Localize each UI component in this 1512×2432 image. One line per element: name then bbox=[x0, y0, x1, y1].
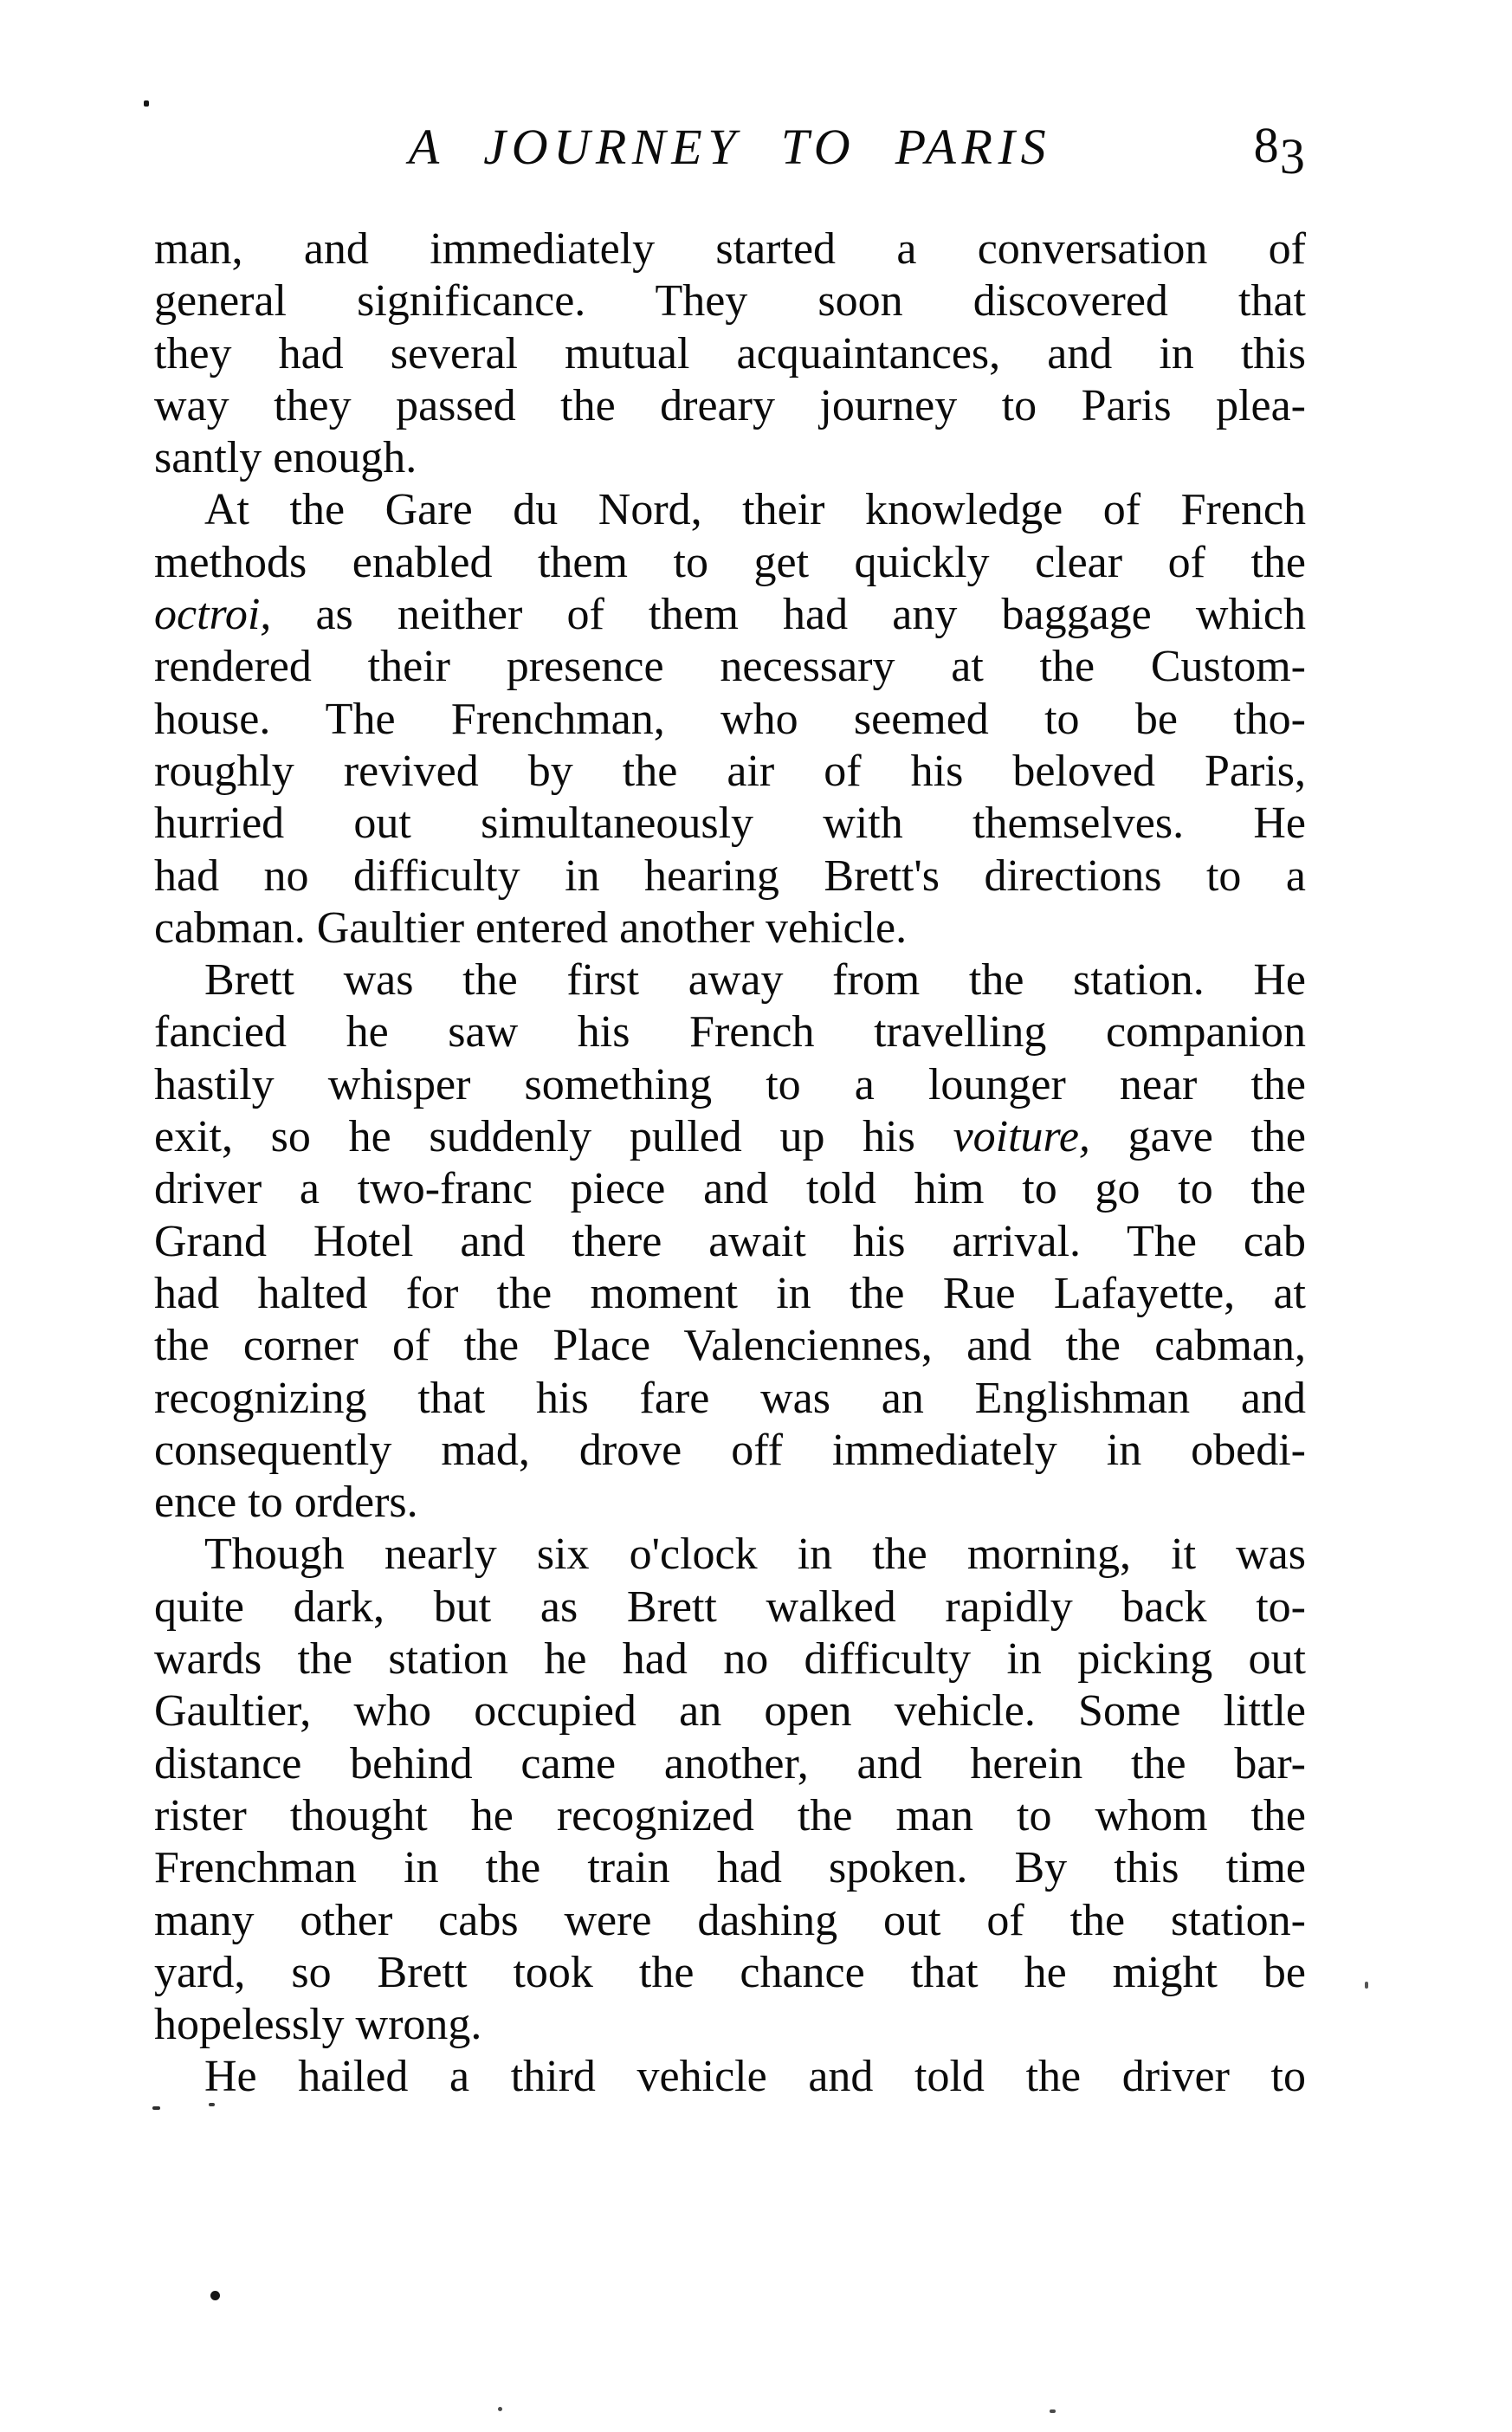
text-line: distance behind came another, and herein the bar- bbox=[154, 1738, 1306, 1788]
paragraph bbox=[154, 223, 1306, 484]
text-line: Gaultier, who occupied an open vehicle. Some little bbox=[154, 1686, 1306, 1737]
italic-word: voiture, bbox=[953, 1112, 1090, 1162]
text-line: consequently mad, drove off immediately in obedi- bbox=[154, 1425, 1306, 1475]
text-line: the corner of the Place Valenciennes, and the cabman, bbox=[154, 1321, 1306, 1371]
scan-artifact bbox=[210, 2291, 220, 2300]
text-line: rendered their presence necessary at the Custom- bbox=[154, 642, 1306, 692]
paragraph bbox=[154, 2051, 1306, 2103]
text-line: santly enough. bbox=[154, 433, 417, 483]
text-line: hopelessly wrong. bbox=[154, 2000, 482, 2050]
text-line: house. The Frenchman, who seemed to be tho- bbox=[154, 694, 1306, 744]
text-line: roughly revived by the air of his beloved Paris, bbox=[154, 746, 1306, 796]
paragraph bbox=[154, 1529, 1306, 2051]
paragraph bbox=[154, 954, 1306, 1529]
paragraph bbox=[154, 484, 1306, 954]
text-line: way they passed the dreary journey to Paris plea- bbox=[154, 380, 1306, 430]
text-line: methods enabled them to get quickly clear of the bbox=[154, 537, 1306, 587]
text-line: ence to orders. bbox=[154, 1478, 418, 1528]
text-line: Grand Hotel and there await his arrival. The cab bbox=[154, 1216, 1306, 1266]
line-segment: exit, so he suddenly pulled up his bbox=[154, 1112, 953, 1162]
text-line: At the Gare du Nord, their knowledge of French bbox=[204, 485, 1306, 535]
scan-artifact bbox=[144, 100, 149, 107]
text-line: yard, so Brett took the chance that he might be bbox=[154, 1947, 1306, 1997]
text-line: cabman. Gaultier entered another vehicle. bbox=[154, 902, 908, 953]
text-line: fancied he saw his French travelling companion bbox=[154, 1007, 1306, 1058]
page-number-digit: 8 bbox=[1253, 117, 1280, 173]
scan-artifact bbox=[498, 2407, 502, 2411]
scan-artifact bbox=[152, 2106, 160, 2110]
text-line: recognizing that his fare was an Englishman and bbox=[154, 1373, 1306, 1423]
line-segment: gave the bbox=[1089, 1112, 1307, 1162]
text-line: general significance. They soon discovered that bbox=[154, 276, 1306, 327]
text-line: wards the station he had no difficulty in picking out bbox=[154, 1634, 1306, 1685]
italic-word: octroi, bbox=[154, 590, 272, 640]
page-number bbox=[1253, 114, 1306, 184]
text-line: hastily whisper something to a lounger near the bbox=[154, 1059, 1306, 1109]
scan-artifact bbox=[1365, 1982, 1368, 1989]
line-segment: as neither of them had any baggage which bbox=[271, 590, 1306, 640]
text-line: hurried out simultaneously with themselves. He bbox=[154, 799, 1306, 849]
page-number-digit: 3 bbox=[1279, 128, 1306, 184]
scan-artifact bbox=[209, 2103, 215, 2106]
text-line: they had several mutual acquaintances, and in this bbox=[154, 328, 1306, 378]
text-line: quite dark, but as Brett walked rapidly back to- bbox=[154, 1581, 1306, 1632]
text-line bbox=[154, 589, 1306, 641]
text-block bbox=[154, 223, 1306, 2104]
text-line: man, and immediately started a conversation of bbox=[154, 224, 1306, 274]
text-line: Though nearly six o'clock in the morning, it was bbox=[204, 1530, 1306, 1580]
text-line: had no difficulty in hearing Brett's directions to a bbox=[154, 851, 1306, 901]
text-line: He hailed a third vehicle and told the driver to bbox=[204, 2052, 1306, 2102]
running-title: A JOURNEY TO PARIS bbox=[408, 119, 1052, 175]
scan-artifact bbox=[1050, 2409, 1056, 2413]
text-line: Frenchman in the train had spoken. By this time bbox=[154, 1843, 1306, 1893]
text-line: driver a two-franc piece and told him to go to the bbox=[154, 1164, 1306, 1214]
text-line: Brett was the first away from the station. He bbox=[204, 955, 1306, 1006]
text-line: many other cabs were dashing out of the station- bbox=[154, 1895, 1306, 1945]
text-line bbox=[154, 1111, 1306, 1163]
text-line: had halted for the moment in the Rue Lafayette, at bbox=[154, 1268, 1306, 1318]
page-header bbox=[154, 116, 1306, 185]
text-line: rister thought he recognized the man to whom the bbox=[154, 1790, 1306, 1840]
